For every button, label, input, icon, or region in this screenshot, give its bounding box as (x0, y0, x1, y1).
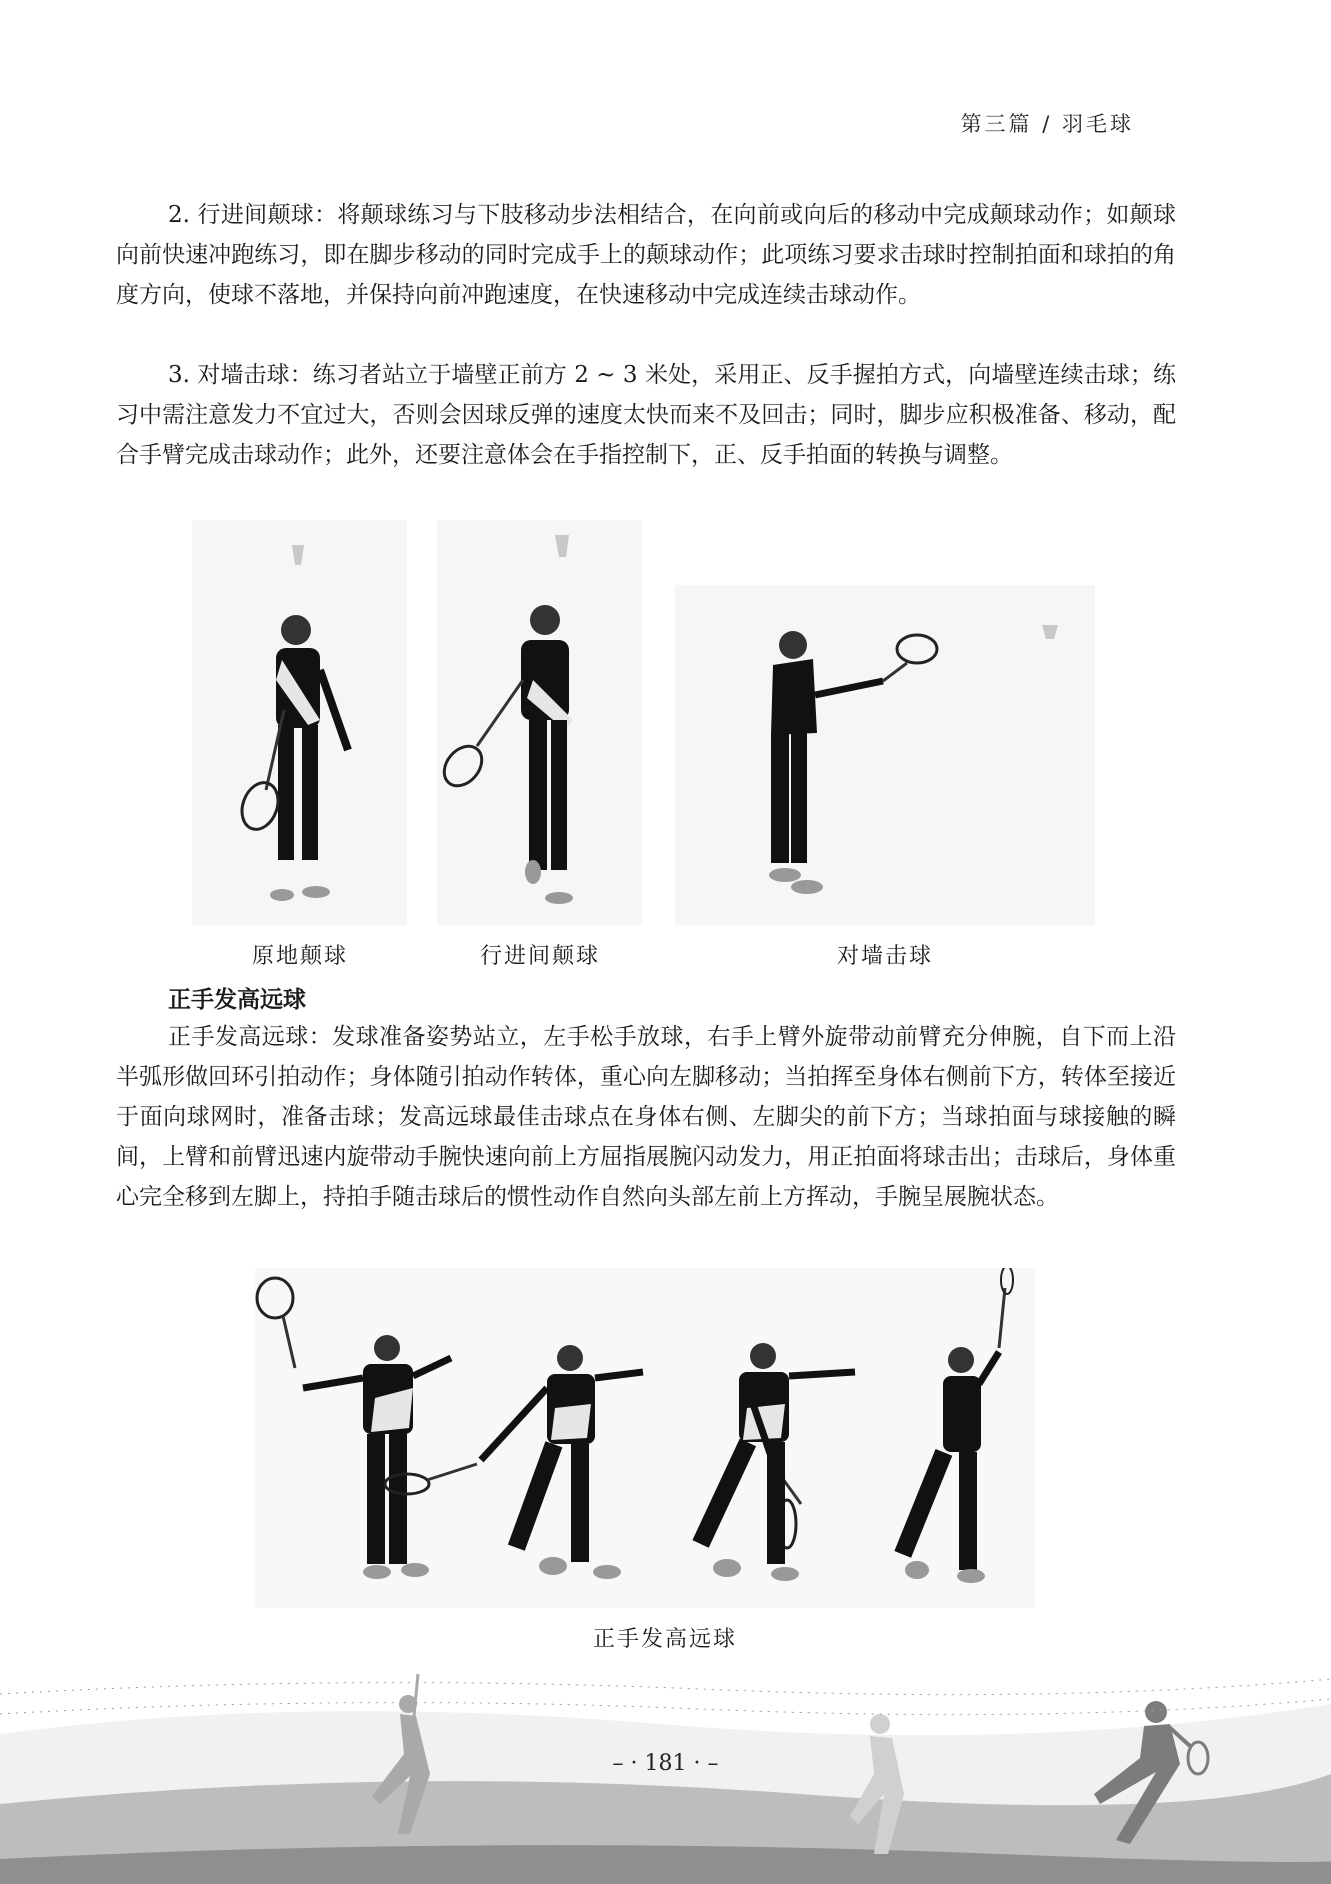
paragraph-moving-juggling: 2. 行进间颠球：将颠球练习与下肢移动步法相结合，在向前或向后的移动中完成颠球动作；如颠球向前快速冲跑练习，即在脚步移动的同时完成手上的颠球动作；此项练习要求击球时控制拍面和球拍的角度方向，使球不落地，并保持向前冲跑速度，在快速移动中完成连续击球动作。 (116, 202, 1176, 308)
photo-moving-juggling (437, 520, 642, 925)
caption-stationary-juggling: 原地颠球 (251, 944, 348, 969)
caption-moving-juggling: 行进间颠球 (479, 944, 600, 969)
photo-forehand-high-serve-sequence (255, 1268, 1035, 1608)
photo-stationary-juggling (192, 520, 407, 925)
page-number: – · 181 · – (612, 1751, 719, 1776)
caption-wall-hitting: 对墙击球 (836, 944, 933, 969)
paragraph-wall-hitting: 3. 对墙击球：练习者站立于墙壁正前方 2 ~ 3 米处，采用正、反手握拍方式，向墙壁连续击球；练习中需注意发力不宜过大，否则会因球反弹的速度太快而来不及回击；同时，脚步应积极准备、移动，配合手臂完成击球动作；此外，还要注意体会在手指控制下，正、反手拍面的转换与调整。 (116, 362, 1176, 468)
paragraph-forehand-high-serve: 正手发高远球：发球准备姿势站立，左手松手放球，右手上臂外旋带动前臂充分伸腕，自下而上沿半弧形做回环引拍动作；身体随引拍动作转体，重心向左脚移动；当拍挥至身体右侧前下方，转体至接近于面向球网时，准备击球；发高远球最佳击球点在身体右侧、左脚尖的前下方；当球拍面与球接触的瞬间，上臂和前臂迅速内旋带动手腕快速向前上方屈指展腕闪动发力，用正拍面将球击出；击球后，身体重心完全移到左脚上，持拍手随击球后的惯性动作自然向头部左前上方挥动，手腕呈展腕状态。 (116, 1024, 1176, 1210)
running-header: 第三篇 / 羽毛球 (960, 112, 1134, 136)
photo-wall-hitting (675, 585, 1095, 925)
section-heading: 正手发高远球 (168, 987, 306, 1013)
caption-forehand-high-serve: 正手发高远球 (592, 1627, 737, 1652)
